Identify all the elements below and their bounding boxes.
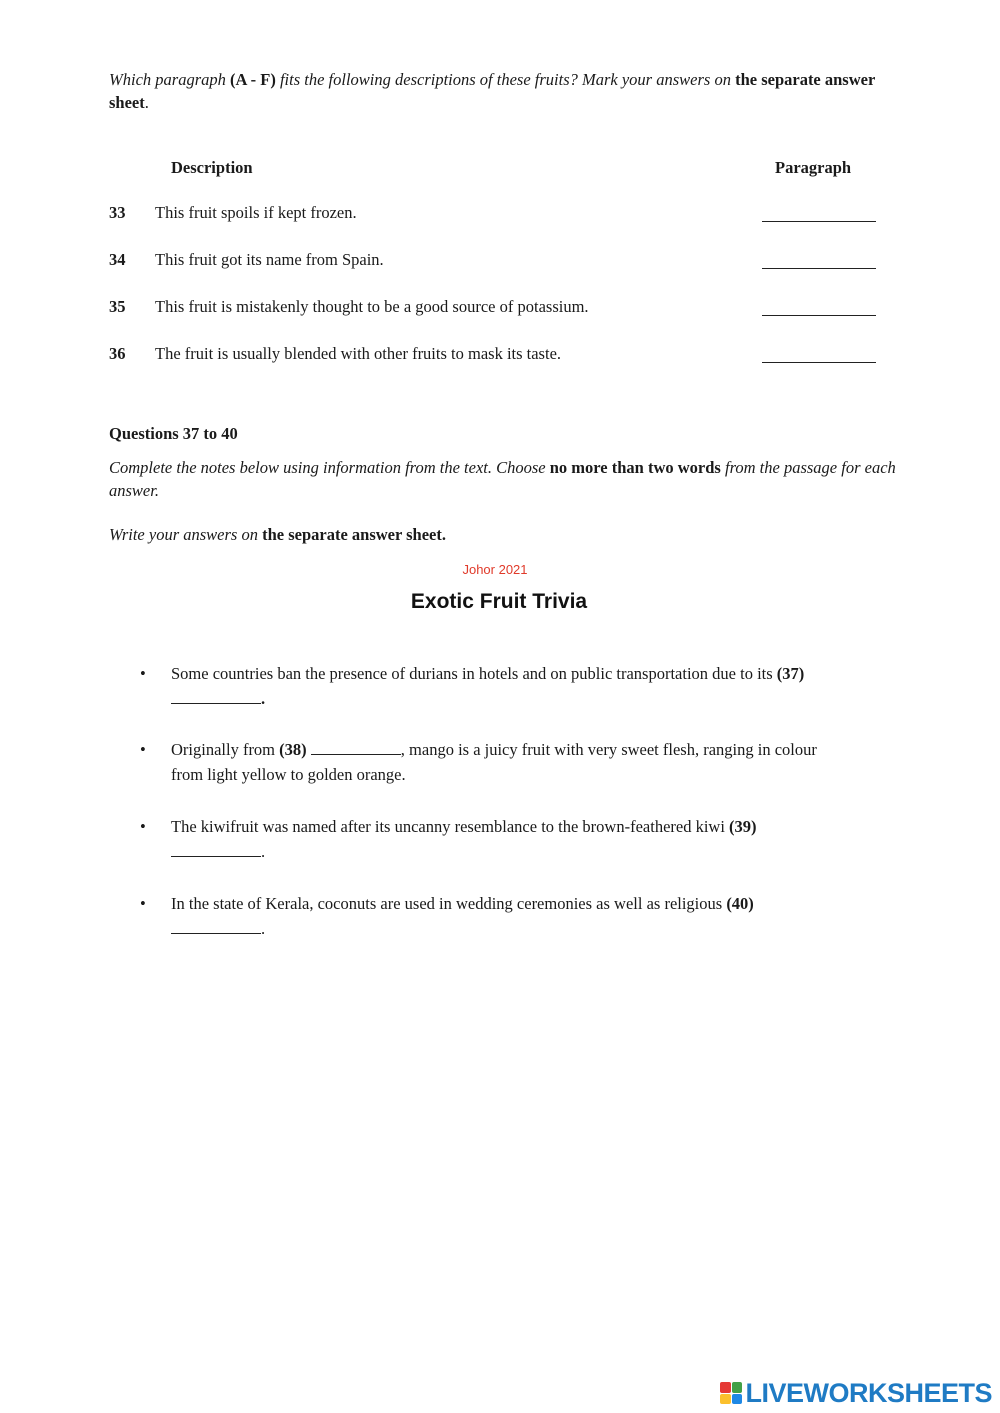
answer-blank[interactable] — [762, 362, 876, 363]
answer-blank[interactable] — [762, 268, 876, 269]
question-text: The fruit is usually blended with other fruits to mask its taste. — [155, 344, 562, 363]
brand-name: LIVEWORKSHEETS — [745, 1377, 992, 1408]
answer-sheet-instruction: Write your answers on the separate answer sheet. — [109, 525, 447, 544]
question-number: 36 — [109, 344, 126, 363]
answer-blank[interactable] — [762, 315, 876, 316]
logo-grid-icon — [720, 1382, 742, 1404]
answer-blank-40[interactable] — [171, 919, 261, 934]
question-number: 33 — [109, 203, 126, 222]
notes-title: Exotic Fruit Trivia — [410, 590, 588, 613]
paragraph-header: Paragraph — [775, 158, 852, 177]
question-row — [109, 297, 879, 323]
bullet: • — [140, 817, 146, 836]
intro-instruction: Which paragraph (A - F) fits the following descriptions of these fruits? Mark your answers on the separate answer sheet. — [109, 70, 875, 112]
question-row — [109, 250, 879, 276]
bullet: • — [140, 894, 146, 913]
answer-blank-38[interactable] — [311, 740, 401, 755]
question-row — [109, 203, 879, 229]
question-number: 35 — [109, 297, 126, 316]
question-text: This fruit is mistakenly thought to be a good source of potassium. — [155, 297, 589, 316]
bullet: • — [140, 664, 146, 683]
section-instruction: Complete the notes below using information from the text. Choose no more than two words from the passage for each answer. — [109, 458, 896, 500]
answer-blank-39[interactable] — [171, 842, 261, 857]
answer-blank-37[interactable] — [171, 689, 261, 704]
question-text: This fruit spoils if kept frozen. — [155, 203, 357, 222]
question-row — [109, 344, 879, 370]
question-text: This fruit got its name from Spain. — [155, 250, 384, 269]
source-label: Johor 2021 — [462, 562, 528, 577]
answer-blank[interactable] — [762, 221, 876, 222]
bullet: • — [140, 740, 146, 759]
section-title: Questions 37 to 40 — [109, 424, 238, 443]
liveworksheets-logo — [720, 1378, 992, 1408]
question-number: 34 — [109, 250, 126, 269]
description-header: Description — [171, 158, 253, 177]
